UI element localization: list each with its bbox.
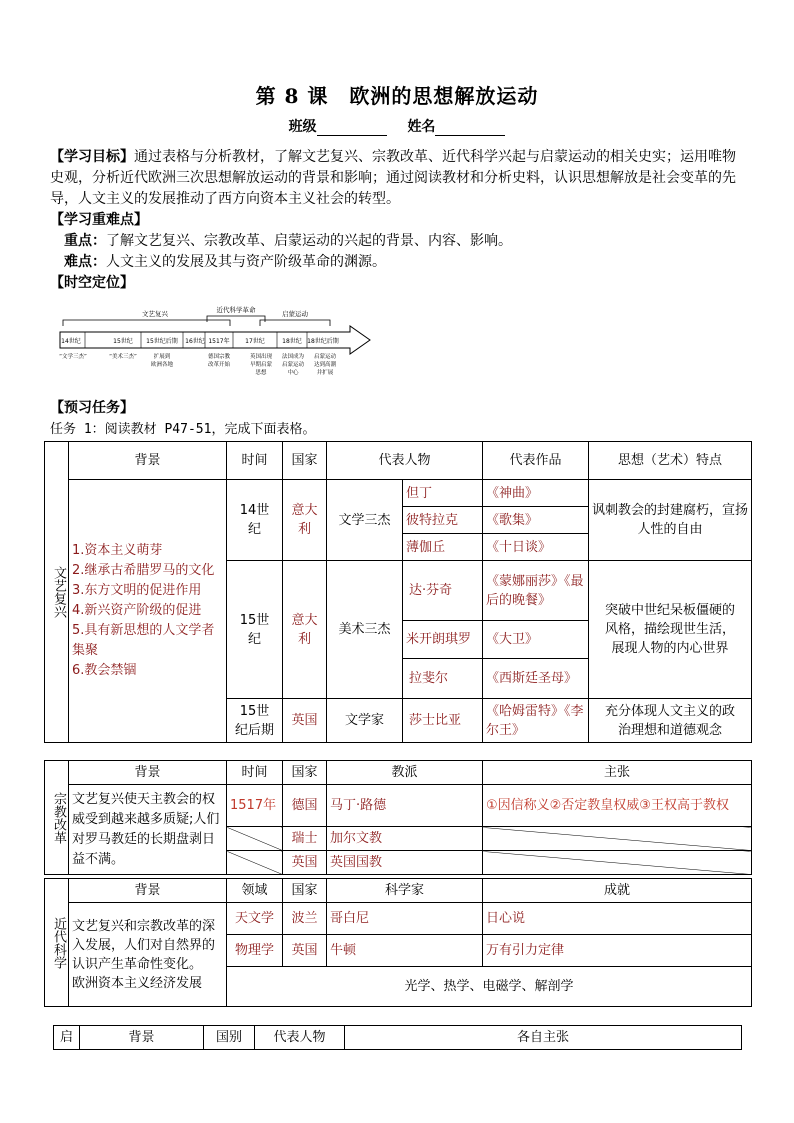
r1-work-1: 《神曲》: [483, 480, 589, 507]
ref-row3-sect: 英国国教: [327, 851, 483, 875]
ref-row1-claim: ①因信称义②否定教皇权威③王权高于教权: [483, 785, 752, 827]
enl-header-country: 国别: [204, 1026, 255, 1050]
timeline-label: 【时空定位】: [50, 275, 134, 291]
ref-row2-country: 瑞士: [283, 827, 327, 851]
r2-person-raphael: 拉斐尔: [403, 659, 483, 699]
ref-row3-time-empty: [227, 851, 283, 875]
learning-goals: [50, 147, 745, 210]
class-name-line: [0, 116, 794, 136]
r2-time: 15世纪: [227, 561, 283, 699]
sci-header-achievement: 成就: [483, 879, 752, 903]
ref-background: 文艺复兴使天主教会的权威受到越来越多质疑;人们对罗马教廷的长期盘剥日益不满。: [69, 785, 227, 875]
ref-row2-time-empty: [227, 827, 283, 851]
goals-label: 【学习目标】: [50, 149, 134, 165]
header-background: 背景: [69, 442, 227, 480]
event-uk-1: 英国出现: [249, 354, 273, 360]
sci-row1-country: 波兰: [283, 903, 327, 935]
ref-header-country: 国家: [283, 761, 327, 785]
sci-row1-scientist: 哥白尼: [327, 903, 483, 935]
timeline-diagram: [55, 296, 375, 386]
r1-time: 14世纪: [227, 480, 283, 561]
event-art3: “美术三杰”: [109, 354, 137, 360]
header-time: 时间: [227, 442, 283, 480]
key-points: [50, 210, 745, 273]
goals-text: 通过表格与分析教材，了解文艺复兴、宗教改革、近代科学兴起与启蒙运动的相关史实；运用唯物史观，分析近代欧洲三次思想解放运动的背景和影响；通过阅读教材和分析史料，认识思想解放是社会变革的先导，人文主义的发展推动了西方向资本主义社会的转型。: [50, 149, 736, 207]
tick-14c: 14世纪: [61, 338, 81, 345]
sci-background: 文艺复兴和宗教改革的深入发展，人们对自然界的认识产生革命性变化。 欧洲资本主义经济发展: [69, 903, 227, 1007]
enl-header-people: 代表人物: [255, 1026, 345, 1050]
bracket-science: [207, 316, 265, 322]
r1-person-petrarch: 彼特拉克: [403, 507, 483, 534]
sci-header-scientist: 科学家: [327, 879, 483, 903]
tick-1517: 1517年: [208, 338, 230, 345]
name-label: 姓名: [407, 119, 436, 135]
ref-header-time: 时间: [227, 761, 283, 785]
r2-work-3: 《西斯廷圣母》: [483, 659, 589, 699]
r2-feature: 突破中世纪呆板僵硬的风格，描绘现世生活，展现人物的内心世界: [589, 561, 752, 699]
sci-header-background: 背景: [69, 879, 227, 903]
name-blank[interactable]: [435, 121, 505, 136]
sci-row2-scientist: 牛顿: [327, 935, 483, 967]
event-uk-3: 思想: [255, 370, 267, 376]
science-section: 近代科学: [45, 879, 69, 1007]
event-peak-1: 启蒙运动: [313, 354, 337, 360]
diff-label: 难点：: [64, 254, 106, 270]
group-enlightenment: 启蒙运动: [282, 310, 308, 318]
ref-row3-claim-empty: [483, 851, 752, 875]
event-fr-1: 法国成为: [281, 354, 305, 360]
r1-person-dante: 但丁: [403, 480, 483, 507]
enl-header-background: 背景: [80, 1026, 204, 1050]
r1-work-3: 《十日谈》: [483, 534, 589, 561]
sci-header-field: 领域: [227, 879, 283, 903]
ref-row2-sect: 加尔文教: [327, 827, 483, 851]
event-fr-2: 启蒙运动: [281, 362, 305, 368]
science-table: [44, 878, 752, 1007]
r1-person-boccaccio: 薄伽丘: [403, 534, 483, 561]
enlightenment-table: [53, 1025, 742, 1050]
r2-work-2: 《大卫》: [483, 621, 589, 659]
preview-label: 【预习任务】: [50, 400, 134, 416]
r3-person-shakespeare: 莎士比亚: [403, 699, 483, 743]
task1-text: 任务 1：阅读教材 P47-51，完成下面表格。: [50, 422, 316, 437]
header-feature: 思想（艺术）特点: [589, 442, 752, 480]
ref-row1-sect: 马丁·路德: [327, 785, 483, 827]
ref-row2-claim-empty: [483, 827, 752, 851]
tick-18c-late: 18世纪后期: [307, 338, 339, 345]
diff-text: 人文主义的发展及其与资产阶级革命的渊源。: [106, 254, 386, 270]
r2-group: 美术三杰: [327, 561, 403, 699]
r1-country: 意大利: [283, 480, 327, 561]
reformation-table: [44, 760, 752, 875]
r2-work-1: 《蒙娜丽莎》《最后的晚餐》: [483, 561, 589, 621]
class-blank[interactable]: [317, 121, 387, 136]
ref-row1-time: 1517年: [227, 785, 283, 827]
key-label: 重点：: [64, 233, 106, 249]
tick-16c: 16世纪: [185, 338, 205, 345]
event-peak-3: 并扩展: [316, 370, 334, 376]
tick-15c-late: 15世纪后期: [146, 338, 178, 345]
r2-person-michelangelo: 米开朗琪罗: [403, 621, 483, 659]
r3-group: 文学家: [327, 699, 403, 743]
ref-row1-country: 德国: [283, 785, 327, 827]
event-lit3: “文学三杰”: [59, 354, 87, 360]
bracket-renaissance: [63, 320, 230, 326]
keypoints-label: 【学习重难点】: [50, 212, 148, 228]
enl-header-claims: 各自主张: [345, 1026, 742, 1050]
tick-15c: 15世纪: [113, 338, 133, 345]
tick-18c: 18世纪: [282, 338, 302, 345]
r3-country: 英国: [283, 699, 327, 743]
r3-feature: 充分体现人文主义的政治理想和道德观念: [589, 699, 752, 743]
r1-work-2: 《歌集》: [483, 507, 589, 534]
renaissance-background: 1.资本主义萌芽 2.继承古希腊罗马的文化 3.东方文明的促进作用 4.新兴资产阶级的促进 5.具有新思想的人文学者集聚 6.教会禁锢: [69, 480, 227, 743]
ref-header-claim: 主张: [483, 761, 752, 785]
sci-header-country: 国家: [283, 879, 327, 903]
key-text: 了解文艺复兴、宗教改革、启蒙运动的兴起的背景、内容、影响。: [106, 233, 512, 249]
event-fr-3: 中心: [287, 370, 299, 376]
bracket-enlightenment: [260, 320, 330, 326]
class-label: 班级: [288, 119, 317, 135]
r3-time: 15世纪后期: [227, 699, 283, 743]
ref-row3-country: 英国: [283, 851, 327, 875]
event-peak-2: 达到高潮: [313, 362, 337, 368]
r1-feature: 讽刺教会的封建腐朽，宣扬人性的自由: [589, 480, 752, 561]
enl-header-section: 启: [54, 1026, 80, 1050]
sci-row1-field: 天文学: [227, 903, 283, 935]
sci-row1-achievement: 日心说: [483, 903, 752, 935]
event-uk-2: 早期启蒙: [249, 362, 273, 368]
header-people: 代表人物: [327, 442, 483, 480]
event-expand-2: 欧洲各地: [150, 362, 174, 368]
r2-country: 意大利: [283, 561, 327, 699]
r2-person-davinci: 达·芬奇: [403, 561, 483, 621]
ref-header-sect: 教派: [327, 761, 483, 785]
r1-group: 文学三杰: [327, 480, 403, 561]
group-renaissance: 文艺复兴: [142, 310, 168, 318]
sci-row2-achievement: 万有引力定律: [483, 935, 752, 967]
sci-row2-field: 物理学: [227, 935, 283, 967]
event-reform-2: 改革开始: [207, 362, 231, 368]
header-country: 国家: [283, 442, 327, 480]
page-title: 第 8 课 欧洲的思想解放运动: [255, 84, 539, 108]
event-reform-1: 德国宗教: [207, 354, 231, 360]
event-expand-1: 扩展到: [153, 354, 171, 360]
sci-row2-country: 英国: [283, 935, 327, 967]
ref-header-background: 背景: [69, 761, 227, 785]
sci-others: 光学、热学、电磁学、解剖学: [227, 967, 752, 1007]
renaissance-table: [44, 441, 752, 743]
group-science: 近代科学革命: [216, 306, 256, 314]
renaissance-section: 文艺复兴: [45, 442, 69, 743]
r3-works: 《哈姆雷特》《李尔王》: [483, 699, 589, 743]
header-works: 代表作品: [483, 442, 589, 480]
tick-17c: 17世纪: [245, 338, 265, 345]
reformation-section: 宗教改革: [45, 761, 69, 875]
